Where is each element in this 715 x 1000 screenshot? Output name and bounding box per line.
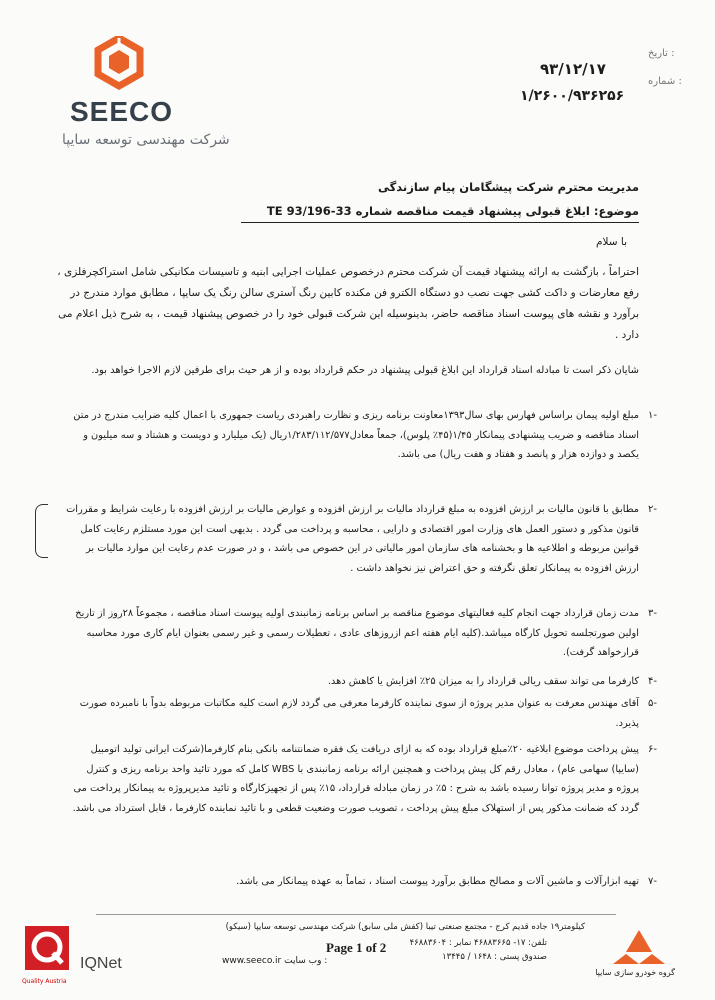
item-4 xyxy=(61,672,657,692)
website-label: وب سایت : xyxy=(284,956,328,966)
footer-phone: تلفن: ۱۷- ۴۶۸۸۳۶۶۵ نمابر : ۴۶۸۸۳۶۰۴ xyxy=(409,938,547,948)
item-text: آقای مهندس معرفت به عنوان مدیر پروژه از سوی نماینده کارفرما معرفی می گردد لازم است کلیه مکاتبات مربوطه بدواً با نامبرده صورت پذیرد. xyxy=(79,698,639,729)
item-text: کارفرما می تواند سقف ریالی قرارداد را به میزان ۲۵٪ افزایش یا کاهش دهد. xyxy=(327,676,639,687)
greeting: با سلام xyxy=(595,236,627,248)
item-text: مدت زمان قرارداد جهت انجام کلیه فعالیتهای موضوع مناقصه بر اساس برنامه زمانبندی اولیه پیوست اسناد مناقصه ، مجموعاً ۲۸روز از تاریخ اولین صورتجلسه تحویل کارگاه میباشد.(کلیه ایام هفته اعم ازروزهای عادی ، تعطیلات رسمی و غیر رسمی بعنوان ایام کاری مورد محاسبه قرارخواهد گرفت). xyxy=(75,608,639,658)
item-3 xyxy=(61,604,657,663)
intro-paragraph: احتراماً ، بازگشت به ارائه پیشنهاد قیمت آن شرکت محترم درخصوص عملیات اجرایی ابنیه و تاسیسات مکانیکی شامل استراکچرفلزی ، رفع معارضات و داکت کشی جهت نصب دو دستگاه الکترو فن مکنده کابین رنگ آستری سالن رنگ یک سایپا ، مطابق موارد مندرج در برآورد و نقشه های پیوست اسناد مناقصه حاضر، بدینوسیله این شرکت قبولی خود را در خصوص پیشنهاد قیمت ، به شرح ذیل اعلام می دارد . xyxy=(57,266,639,341)
margin-brace xyxy=(35,504,48,558)
item-text: مبلغ اولیه پیمان براساس فهارس بهای سال۱۳۹۳معاونت برنامه ریزی و نظارت راهبردی ریاست جمهوری با اعمال کلیه ضرایب مندرج در متن اسناد مناقصه و ضریب پیشنهادی پیمانکار ۱/۴۵(۴۵٪ پلوس)، جمعاً معادل۱/۲۸۳/۱۱۲/۵۷۷ریال (یک میلیارد و دویست و هشتاد و سه میلیون و یکصد و دوازده هزار و پانصد و هفتاد و هفت ریال) می باشد. xyxy=(73,410,639,460)
subject-underline xyxy=(241,222,639,223)
item-text: مطابق با قانون مالیات بر ارزش افزوده به مبلغ قرارداد مالیات بر ارزش افزوده و عوارض مالیات بر ارزش افزوده با رعایت شرایط و مقررات قانون مذکور و دستور العمل های وزارت امور اقتصادی و دارایی ، محاسبه و پرداخت می گردد . بدیهی است این مورد مستلزم رعایت کامل قوانین مربوطه و اطلاعیه ها و بخشنامه های سازمان امور مالیاتی در این خصوص می باشد ، و در صورت عدم رعایت این موارد مالیات بر ارزش افزوده به پیمانکار تعلق نگرفته و حق اعتراض نیز نخواهد داشت . xyxy=(66,504,639,574)
footer-pobox: صندوق پستی : ۱۶۴۸ / ۱۳۴۴۵ xyxy=(442,952,547,962)
quality-austria-label: Quality Austria xyxy=(22,978,67,985)
page-counter: Page 1 of 2 xyxy=(326,940,387,955)
item-number: -۷ xyxy=(648,876,657,887)
item-number: -۵ xyxy=(648,698,657,709)
footer-address: کیلومتر۱۹ جاده قدیم کرج - مجتمع صنعتی تیبا (کفش ملی سابق) شرکت مهندسی توسعه سایپا (سیکو) xyxy=(225,922,585,932)
item-1 xyxy=(61,406,657,465)
item-2 xyxy=(61,500,657,578)
recipient: مدیریت محترم شرکت پیشگامان پیام سازندگی xyxy=(377,180,639,194)
item-text: پیش پرداخت موضوع ابلاغیه ۲۰٪مبلغ قرارداد بوده که به ازای دریافت یک فقره ضمانتنامه بانکی بنام کارفرما(شرکت ایرانی تولید اتومبیل (سایپا) سهامی عام) ، معادل رقم کل پیش پرداخت و همچنین ارائه برنامه زمانبندی با WBS کامل که مورد تائید واحد برنامه ریزی و کنترل پروژه و مدیر پروژه توانا رسیده باشد به شرح : ۵٪ در زمان مبادله قرارداد، ۱۵٪ پس از تجهیزکارگاه و تائید مدیرپروژه به پیمانکار پرداخت می گردد که ضمانت مذکور پس از استهلاک مبلغ پیش پرداخت ، تصویب صورت وضعیت قطعی و با تائید نماینده کارفرما ، قابل استرداد می باشد. xyxy=(72,744,639,814)
item-number: -۳ xyxy=(648,608,657,619)
note-paragraph: شایان ذکر است تا مبادله اسناد قرارداد این ابلاغ قبولی پیشنهاد در حکم قرارداد بوده و از هر حیث برای طرفین لازم الاجرا خواهد بود. xyxy=(91,365,639,376)
quality-austria-icon xyxy=(24,925,70,975)
item-number: -۴ xyxy=(648,676,657,687)
brand-name: SEECO xyxy=(70,96,174,127)
seeco-logo-icon xyxy=(88,36,150,96)
date-label: : تاریخ xyxy=(648,48,675,59)
website-url[interactable]: www.seeco.ir xyxy=(222,956,282,966)
subject: موضوع: ابلاغ قبولی پیشنهاد قیمت مناقصه شماره 33-TE 93/196 xyxy=(266,204,639,218)
item-5 xyxy=(61,694,657,733)
saipa-logo-icon xyxy=(612,928,666,966)
item-7 xyxy=(61,872,657,892)
item-number: -۶ xyxy=(648,744,657,755)
item-6 xyxy=(61,740,657,818)
letter-number: ۱/۲۶۰۰/۹۳۶۲۵۶ xyxy=(520,88,625,104)
footer-website xyxy=(222,956,327,966)
number-label: : شماره xyxy=(648,76,682,87)
item-number: -۱ xyxy=(648,410,657,421)
footer-divider xyxy=(96,914,616,915)
brand-subtitle: شرکت مهندسی توسعه سایپا xyxy=(62,132,230,148)
item-text: تهیه ابزارآلات و ماشین آلات و مصالح مطابق برآورد پیوست اسناد ، تماماً به عهده پیمانکار می باشد. xyxy=(236,876,639,887)
letter-date: ۹۳/۱۲/۱۷ xyxy=(540,60,606,78)
saipa-group-label: گروه خودرو سازی سایپا xyxy=(595,968,675,977)
iqnet-logo: IQNet xyxy=(80,955,122,972)
item-number: -۲ xyxy=(648,504,657,515)
